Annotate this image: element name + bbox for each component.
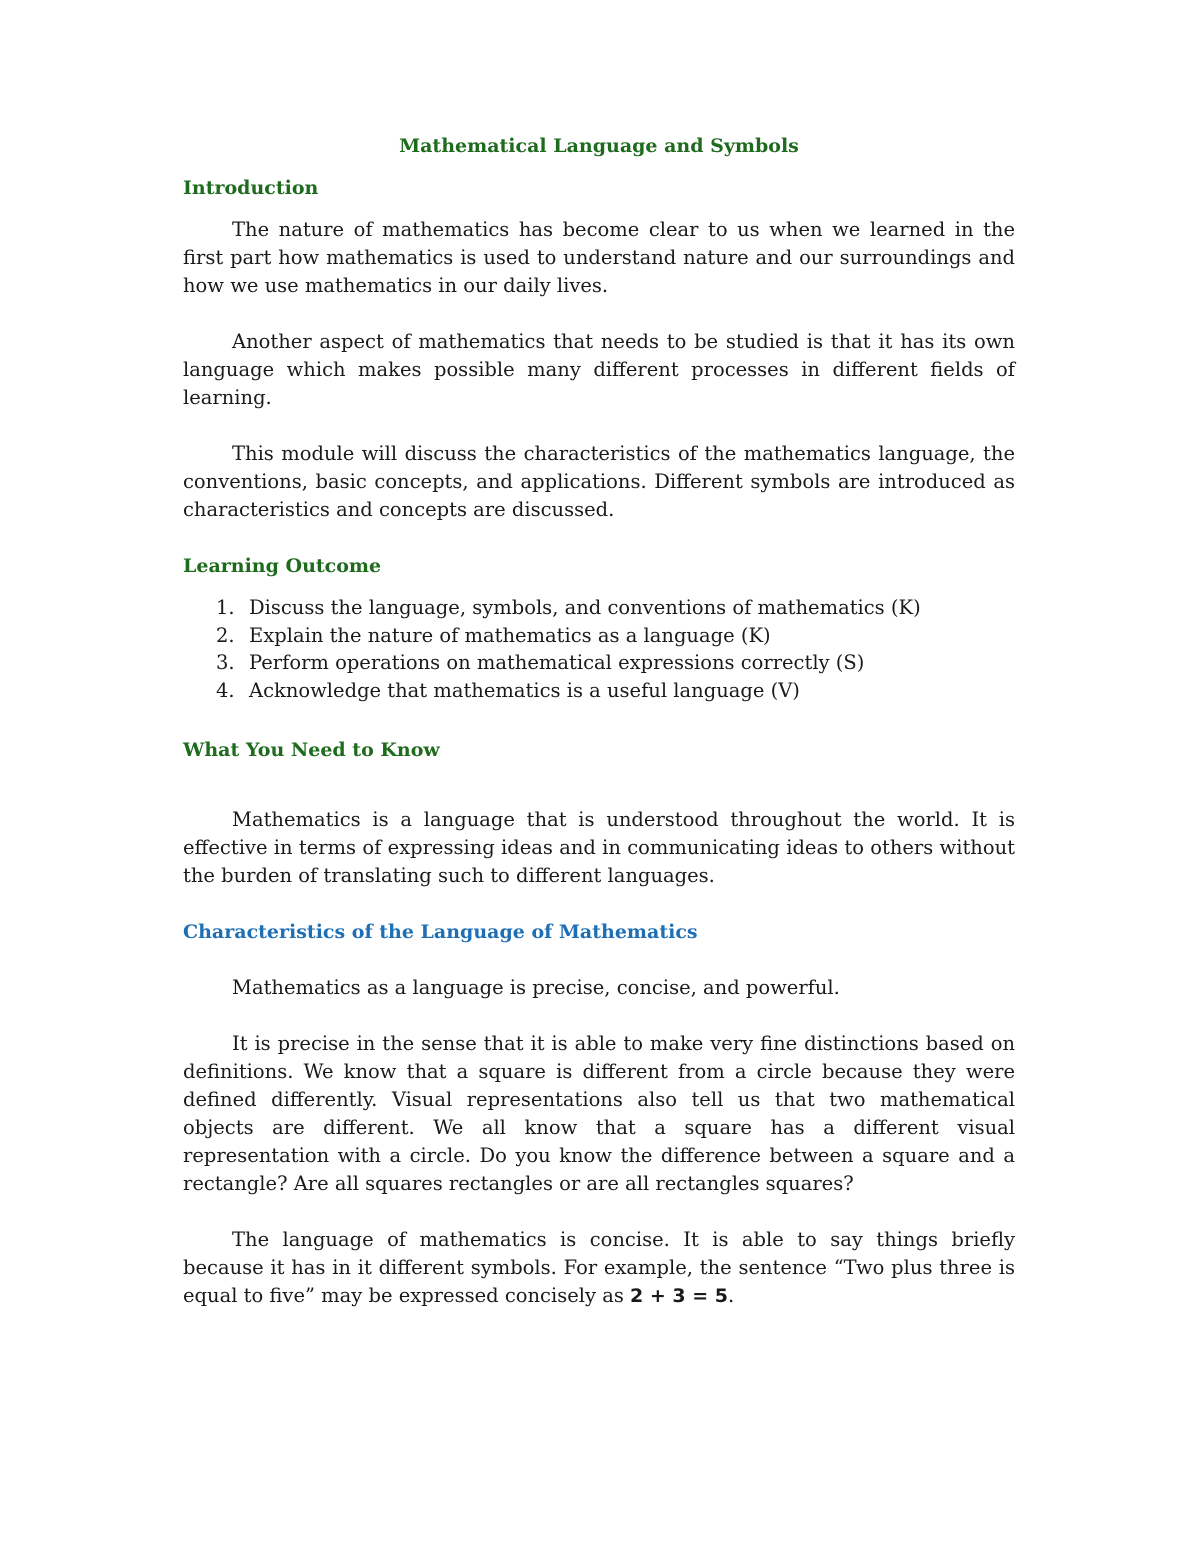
what-you-need-heading: What You Need to Know — [183, 739, 440, 761]
list-item-number: 2. — [216, 623, 235, 647]
what-you-need-paragraph: Mathematics is a language that is understood throughout the world. It is effective in terms of expressing ideas and in communicating ideas to others without the burden of translating such to different languages. — [183, 808, 1015, 887]
end-punctuation: . — [728, 1284, 735, 1307]
intro-paragraph-1: The nature of mathematics has become clear to us when we learned in the first part how mathematics is used to understand nature and our surroundings and how we use mathematics in our daily lives. — [183, 218, 1015, 297]
intro-paragraph-3: This module will discuss the characteristics of the mathematics language, the conventions, basic concepts, and applications. Different symbols are introduced as characteristics and concepts are discussed. — [183, 442, 1015, 521]
list-item-text: Acknowledge that mathematics is a useful language (V) — [249, 678, 800, 702]
list-item-number: 3. — [216, 651, 235, 674]
characteristics-paragraph-2: It is precise in the sense that it is able to make very fine distinctions based on definitions. We know that a square is different from a circle because they were defined differently. Visual representations also tell us that two mathematical objects are different. We all know that a square has a different visual representation with a circle. Do you know the difference between a square and a rectangle? Are all squares rectangles or are all rectangles squares? — [183, 1032, 1015, 1195]
list-item-number: 1. — [216, 596, 235, 619]
equation: 2 + 3 = 5 — [630, 1285, 728, 1307]
list-item — [183, 677, 1015, 705]
characteristics-heading: Characteristics of the Language of Mathematics — [183, 921, 698, 943]
concise-paragraph-text: The language of mathematics is concise. It is able to say things briefly because it has in it different symbols. For example, the sentence “Two plus three is equal to five” may be expressed concisely as — [183, 1228, 1015, 1307]
introduction-heading: Introduction — [183, 177, 319, 199]
list-item-text: Perform operations on mathematical expressions correctly (S) — [249, 651, 865, 674]
list-item-text: Discuss the language, symbols, and conventions of mathematics (K) — [249, 596, 921, 619]
list-item-number: 4. — [216, 678, 235, 702]
list-item — [183, 622, 1015, 650]
list-item — [183, 594, 1015, 622]
learning-outcome-list — [183, 594, 1015, 704]
characteristics-paragraph-3 — [183, 1226, 1015, 1310]
list-item — [183, 649, 1015, 677]
document-page — [183, 132, 1015, 1310]
intro-paragraph-2: Another aspect of mathematics that needs to be studied is that it has its own language which makes possible many different processes in different fields of learning. — [183, 330, 1015, 409]
learning-outcome-heading: Learning Outcome — [183, 555, 382, 577]
document-title: Mathematical Language and Symbols — [399, 135, 799, 157]
list-item-text: Explain the nature of mathematics as a language (K) — [249, 623, 771, 647]
characteristics-paragraph-1: Mathematics as a language is precise, concise, and powerful. — [232, 976, 840, 999]
